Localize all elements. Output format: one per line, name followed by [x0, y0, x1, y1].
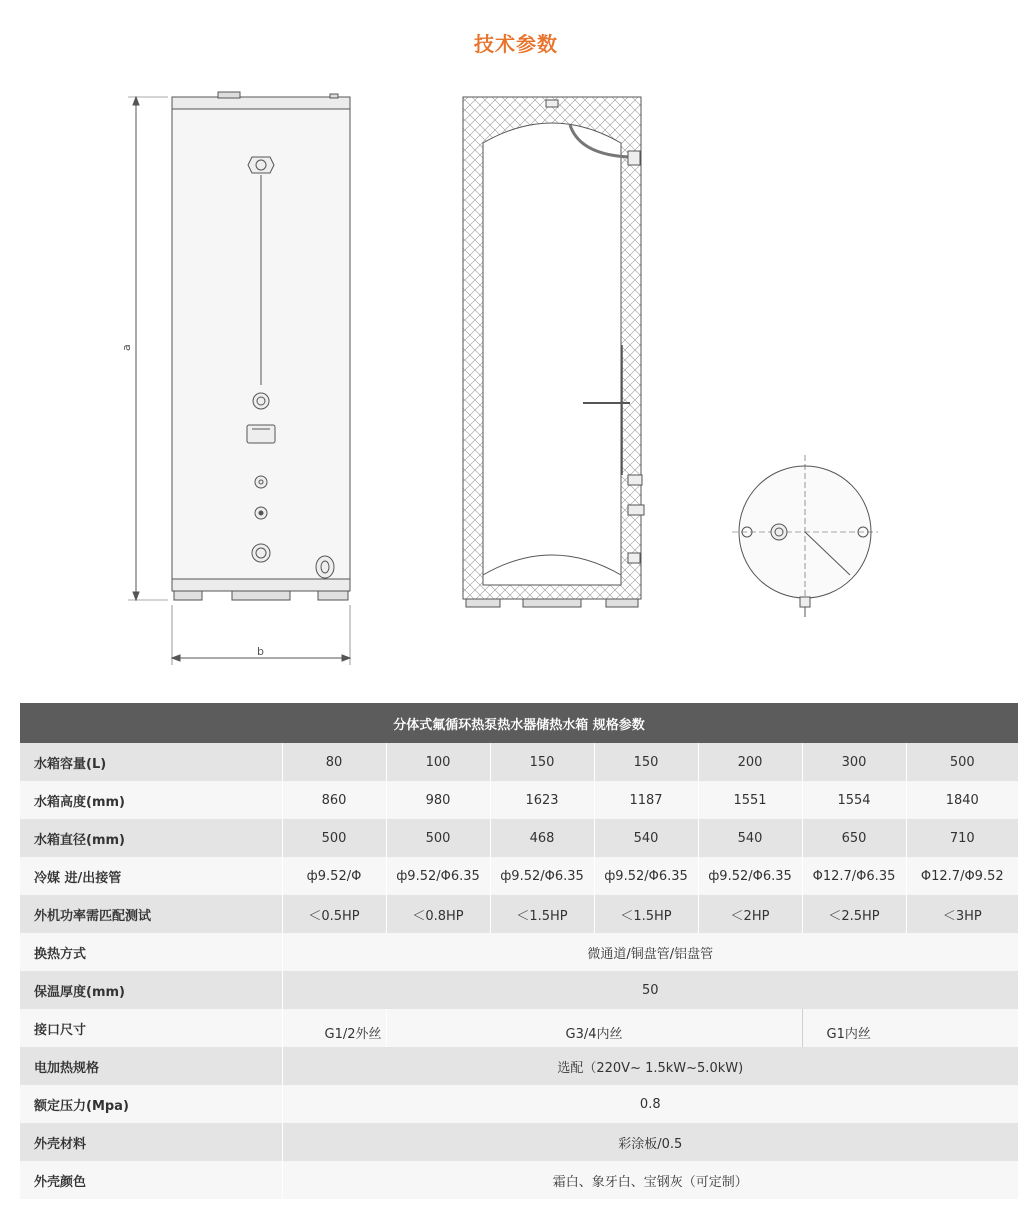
cell: 80 [282, 743, 386, 781]
cell: 980 [386, 781, 490, 819]
cell: 微通道/铜盘管/铝盘管 [282, 933, 1018, 971]
table-row [20, 1009, 1018, 1047]
row-label: 换热方式 [20, 933, 282, 971]
cell: ф9.52/Φ [282, 857, 386, 895]
cell: 1840 [906, 781, 1018, 819]
spec-table [20, 703, 1018, 1199]
cell: ＜1.5HP [594, 895, 698, 933]
dimension-a-label: a [120, 344, 133, 351]
cell: 1551 [698, 781, 802, 819]
cell: ＜2.5HP [802, 895, 906, 933]
tank-technical-drawing [0, 85, 1032, 675]
cell: 710 [906, 819, 1018, 857]
cell: ＜3HP [906, 895, 1018, 933]
cell: 468 [490, 819, 594, 857]
row-label: 接口尺寸 [20, 1009, 282, 1047]
table-row [20, 933, 1018, 971]
cell: ＜0.5HP [282, 895, 386, 933]
cell: 200 [698, 743, 802, 781]
cell: 300 [802, 743, 906, 781]
row-label: 额定压力(Mpa) [20, 1085, 282, 1123]
cell: 540 [698, 819, 802, 857]
row-label: 外壳材料 [20, 1123, 282, 1161]
cell: ＜2HP [698, 895, 802, 933]
cell: 1187 [594, 781, 698, 819]
cell: ф9.52/Φ6.35 [490, 857, 594, 895]
cell: 500 [906, 743, 1018, 781]
table-row [20, 971, 1018, 1009]
cell: 100 [386, 743, 490, 781]
row-label: 保温厚度(mm) [20, 971, 282, 1009]
table-row [20, 857, 1018, 895]
table-row [20, 1085, 1018, 1123]
cell: ф9.52/Φ6.35 [386, 857, 490, 895]
table-row [20, 1123, 1018, 1161]
row-label: 水箱直径(mm) [20, 819, 282, 857]
row-label: 电加热规格 [20, 1047, 282, 1085]
cell: 彩涂板/0.5 [282, 1123, 1018, 1161]
row-label: 冷媒 进/出接管 [20, 857, 282, 895]
cell: 540 [594, 819, 698, 857]
table-header: 分体式氟循环热泵热水器储热水箱 规格参数 [20, 703, 1018, 743]
table-row [20, 895, 1018, 933]
cell: 1554 [802, 781, 906, 819]
row-label: 水箱容量(L) [20, 743, 282, 781]
cell: G1内丝 [802, 1009, 1018, 1047]
cell: 选配（220V~ 1.5kW~5.0kW) [282, 1047, 1018, 1085]
cell: 0.8 [282, 1085, 1018, 1123]
cell: ф9.52/Φ6.35 [594, 857, 698, 895]
row-label: 水箱高度(mm) [20, 781, 282, 819]
cell: 500 [282, 819, 386, 857]
cell: 150 [490, 743, 594, 781]
cell: 500 [386, 819, 490, 857]
row-label: 外机功率需匹配测试 [20, 895, 282, 933]
table-row [20, 819, 1018, 857]
cell: 860 [282, 781, 386, 819]
cell: ф9.52/Φ6.35 [698, 857, 802, 895]
cell: 150 [594, 743, 698, 781]
table-row [20, 1161, 1018, 1199]
cell: ＜1.5HP [490, 895, 594, 933]
cell: 50 [282, 971, 1018, 1009]
cell: 霜白、象牙白、宝钢灰（可定制） [282, 1161, 1018, 1199]
table-row [20, 781, 1018, 819]
cell: G3/4内丝 [386, 1009, 802, 1047]
row-label: 外壳颜色 [20, 1161, 282, 1199]
front-view [128, 92, 350, 665]
cell: G1/2外丝 [282, 1009, 386, 1047]
cell: Φ12.7/Φ6.35 [802, 857, 906, 895]
cell: Φ12.7/Φ9.52 [906, 857, 1018, 895]
cell: 650 [802, 819, 906, 857]
table-row [20, 743, 1018, 781]
section-view [463, 97, 644, 607]
dimension-b-label: b [257, 645, 264, 658]
page-title: 技术参数 [474, 32, 558, 56]
table-row [20, 1047, 1018, 1085]
top-view [732, 455, 878, 617]
cell: 1623 [490, 781, 594, 819]
cell: ＜0.8HP [386, 895, 490, 933]
